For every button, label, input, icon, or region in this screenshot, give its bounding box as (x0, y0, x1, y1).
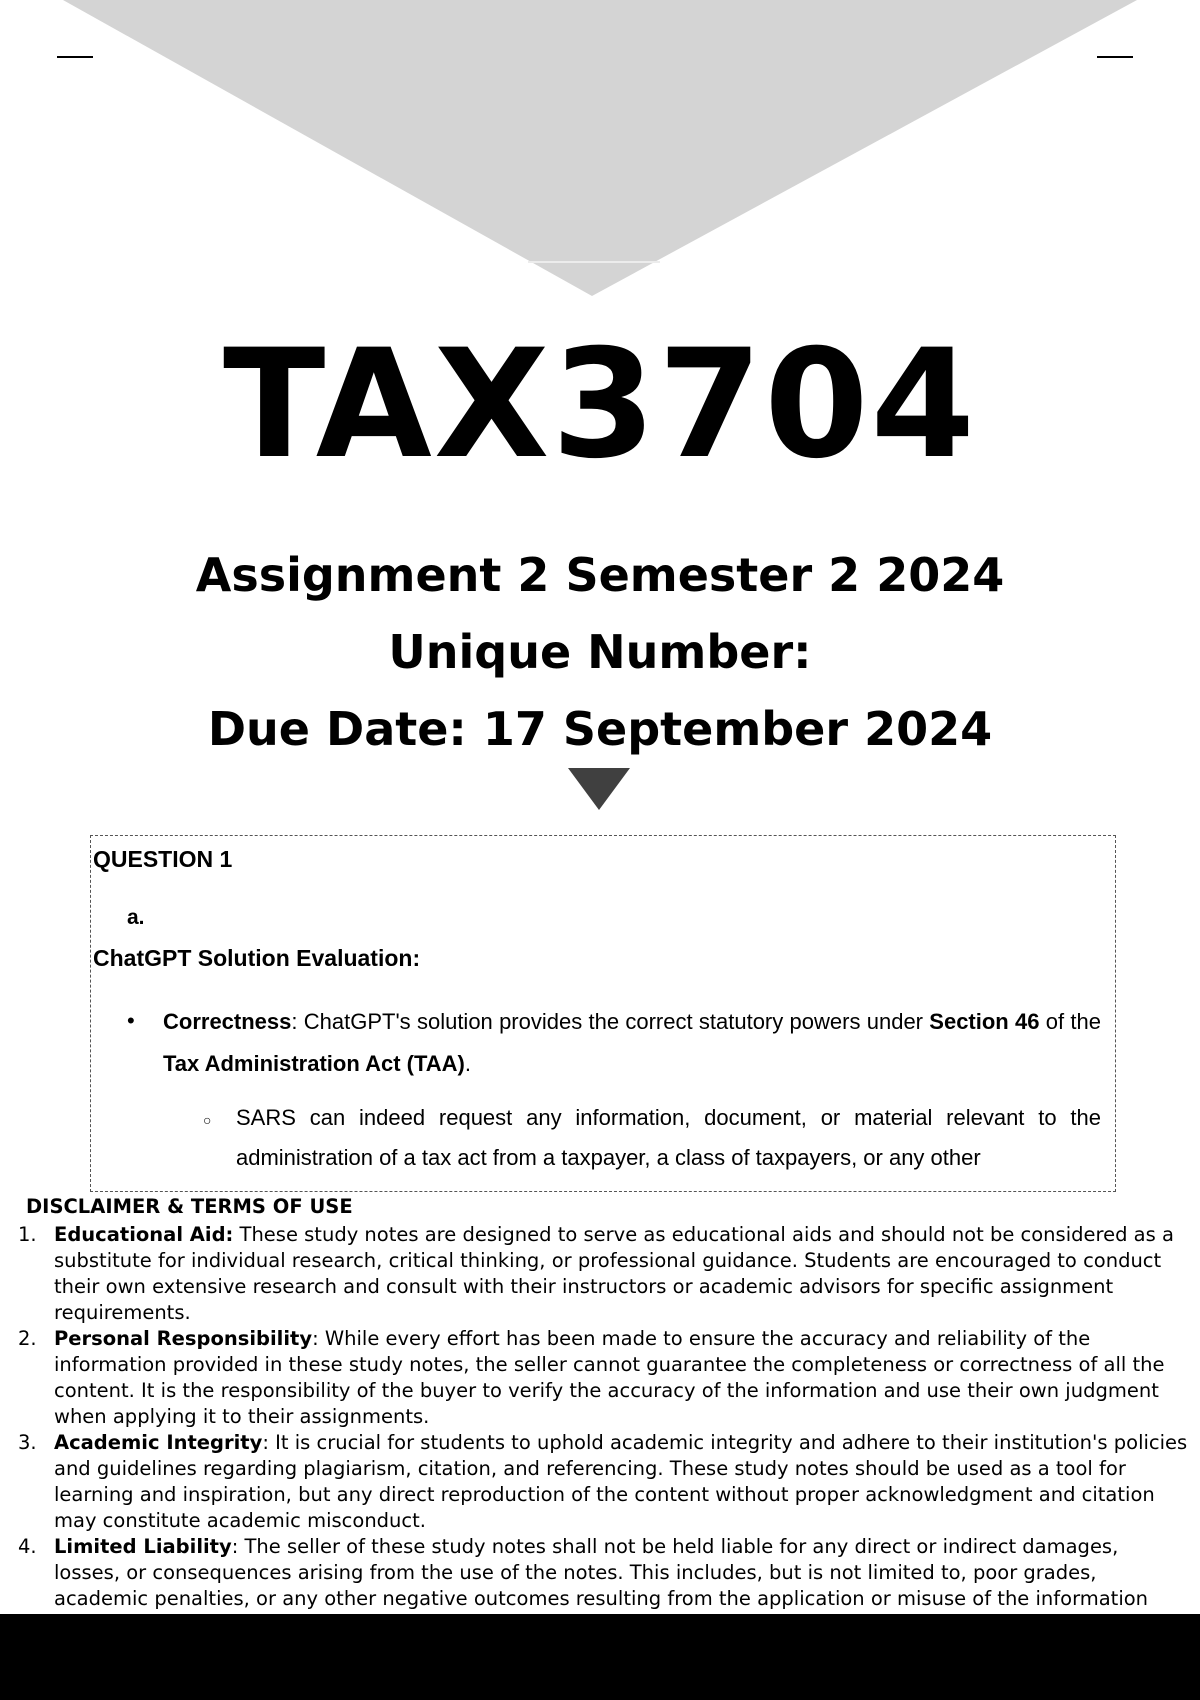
footer-bar (0, 1614, 1200, 1700)
question-part-label: a. (127, 906, 145, 929)
assignment-line: Assignment 2 Semester 2 2024 (195, 548, 1005, 602)
due-date-line: Due Date: 17 September 2024 (207, 702, 993, 756)
course-code-title: TAX3704 (223, 318, 977, 492)
corner-mark-right (1097, 56, 1133, 58)
disclaimer-item: 3. Academic Integrity: It is crucial for students to uphold academic integrity and adhere to their institution's policies and guidelines regarding plagiarism, citation, and referencing. These study notes should be used as a tool for learning and inspiration, but any direct reproduction of the content without proper acknowledgment and citation may constitute academic misconduct. (18, 1431, 1188, 1532)
sub-bullet-paragraph: SARS can indeed request any information, document, or material relevant to the administration of a tax act from a taxpayer, a class of taxpayers, or any other (236, 1105, 1101, 1170)
correctness-paragraph: Correctness: ChatGPT's solution provides the correct statutory powers under Section 46 of the Tax Administration Act (TAA). (163, 1009, 1101, 1076)
disclaimer-title: DISCLAIMER & TERMS OF USE (26, 1195, 353, 1218)
correctness-label: Correctness (163, 1009, 292, 1034)
down-arrow-icon (568, 768, 630, 810)
disclaimer-item: 4. Limited Liability: The seller of these study notes shall not be held liable for any direct or indirect damages, losses, or consequences arising from the use of the notes. This includes, but is not limited to, poor grades, academic penalties, or any other negative outcomes resulting from the application or misuse of the information (18, 1535, 1149, 1610)
question-heading: QUESTION 1 (93, 846, 233, 872)
disclaimer-item: 1. Educational Aid: These study notes are designed to serve as educational aids and should not be considered as a substitute for individual research, critical thinking, or professional guidance. Students are encouraged to conduct their own extensive research and consult with their instructors or academic advisors for specific assignment requirements. (18, 1223, 1174, 1324)
unique-number-line: Unique Number: (388, 625, 812, 679)
disclaimer-item: 2. Personal Responsibility: While every effort has been made to ensure the accuracy and reliability of the information provided in these study notes, the seller cannot guarantee the completeness or correctness of all the content. It is the responsibility of the buyer to verify the accuracy of the information and use their own judgment when applying it to their assignments. (18, 1327, 1165, 1428)
evaluation-title: ChatGPT Solution Evaluation: (93, 945, 421, 971)
question-preview-box (90, 835, 1116, 1192)
sub-bullet-icon: ○ (203, 1112, 212, 1128)
corner-mark-left (57, 56, 93, 58)
bullet-icon: • (127, 1008, 135, 1033)
disclaimer-list (0, 1222, 1200, 1612)
header-chevron-banner (0, 0, 1200, 300)
